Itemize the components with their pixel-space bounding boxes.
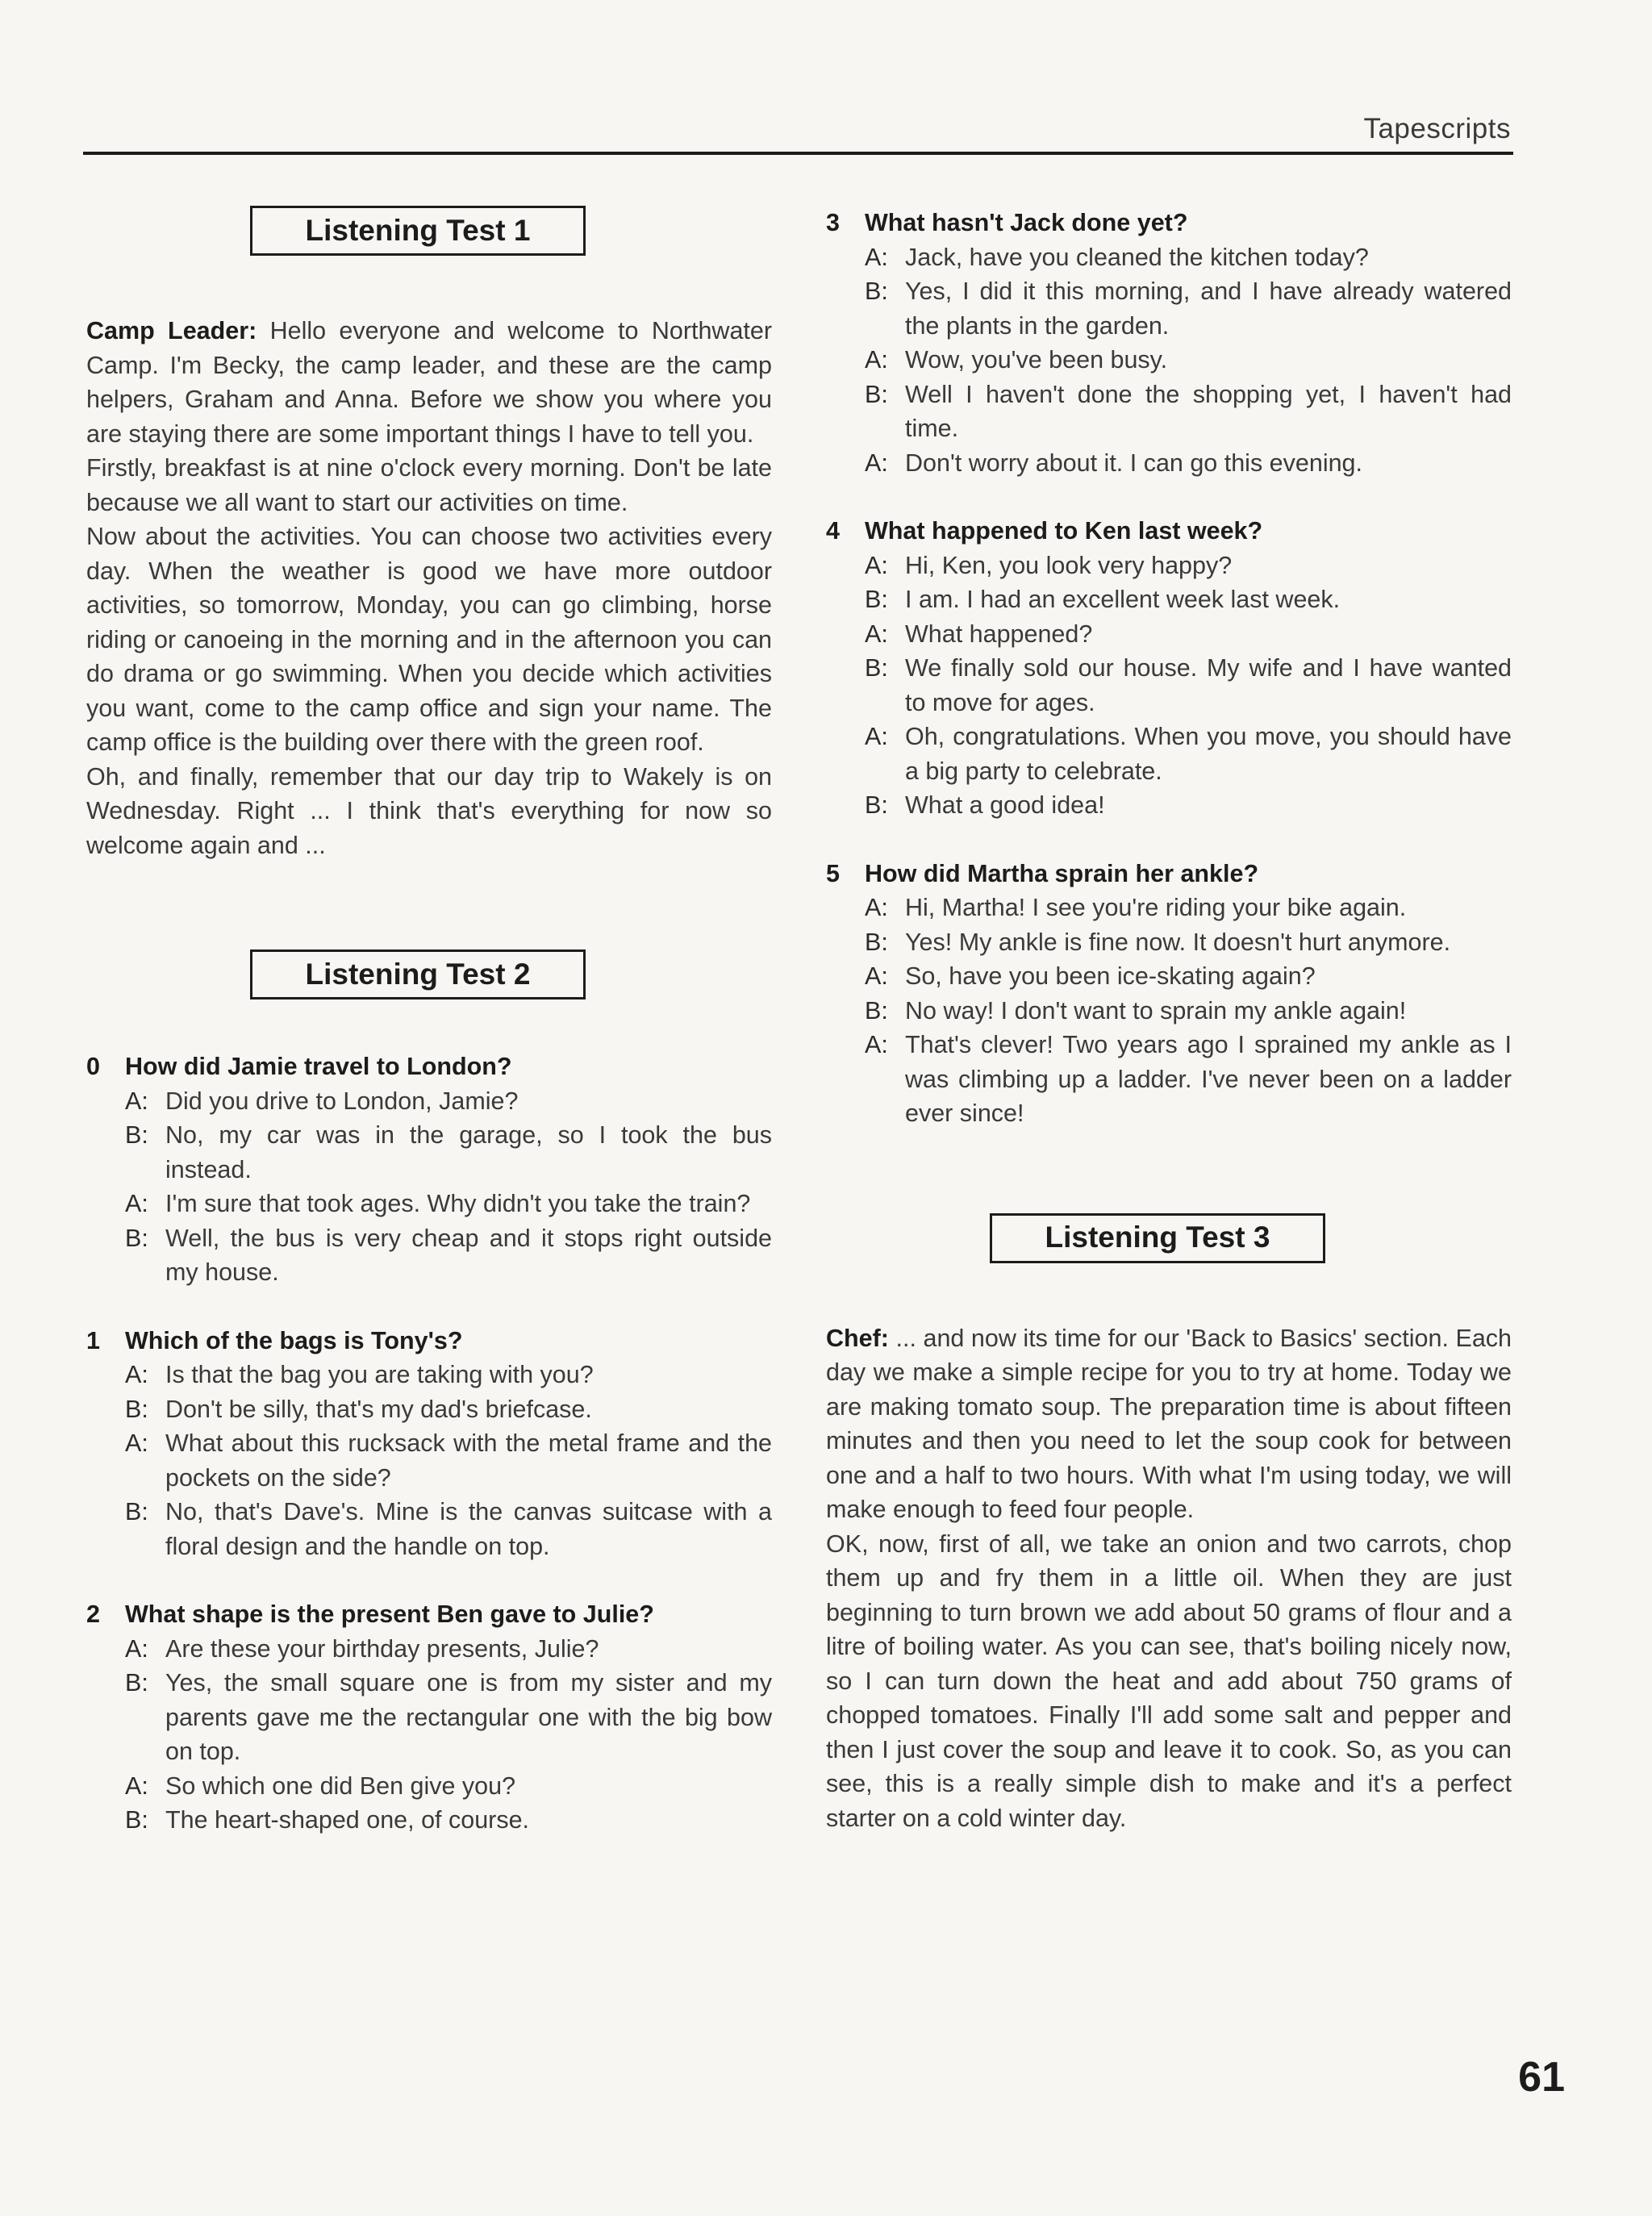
test3-paragraph: OK, now, first of all, we take an onion and two carrots, chop them up and fry them in a little oil. When they are just beginning to turn brown we add about 50 grams of flour and a litre of boiling water. As you can see, that's boiling nicely now, so I can turn down the heat and add about 750 grams of chopped tomatoes. Finally I'll add some salt and pepper and then I just cover the soup and leave it to cook. So, as you can see, this is a really simple dish to make and it's a perfect starter on a cold winter day. bbox=[826, 1529, 1512, 1832]
dialogue-line: B: No, that's Dave's. Mine is the canvas suitcase with a floral design and the handle on top. bbox=[125, 1498, 772, 1560]
listening-test-3-title: Listening Test 3 bbox=[990, 1213, 1325, 1263]
dialogue-line: A: That's clever! Two years ago I sprained my ankle as I was climbing up a ladder. I've never been on a ladder ever since! bbox=[865, 1031, 1512, 1127]
section-header: Tapescripts bbox=[1363, 113, 1511, 144]
test3-paragraph: Chef: ... and now its time for our 'Back to Basics' section. Each day we make a simple recipe for you to try at home. Today we are making tomato soup. The preparation time is about fifteen minutes and then you need to let the soup cook for between one and a half to two hours. With what I'm using today, we will make enough to feed four people. bbox=[826, 1324, 1512, 1523]
dialogue-line: A: What happened? bbox=[865, 620, 1093, 648]
dialogue-line: A: Did you drive to London, Jamie? bbox=[125, 1087, 519, 1115]
dialogue-line: A: I'm sure that took ages. Why didn't you take the train? bbox=[125, 1190, 751, 1217]
dialogue-line: A: Jack, have you cleaned the kitchen today? bbox=[865, 243, 1369, 271]
dialogue-line: B: No, my car was in the garage, so I took the bus instead. bbox=[125, 1121, 772, 1183]
dialogue-line: B: Yes, I did it this morning, and I have already watered the plants in the garden. bbox=[865, 278, 1512, 340]
page-number: 61 bbox=[1518, 2054, 1565, 2101]
right-column bbox=[826, 206, 1512, 1835]
left-column bbox=[86, 206, 772, 1872]
dialogue-line: A: Is that the bag you are taking with you? bbox=[125, 1361, 594, 1388]
dialogue-line: B: Don't be silly, that's my dad's briefcase. bbox=[125, 1395, 592, 1423]
dialogue-line: B: The heart-shaped one, of course. bbox=[125, 1806, 530, 1834]
dialogue-line: B: Well I haven't done the shopping yet, I haven't had time. bbox=[865, 380, 1512, 442]
dialogue-line: A: Hi, Ken, you look very happy? bbox=[865, 551, 1233, 579]
dialogue-line: B: Yes! My ankle is fine now. It doesn't hurt anymore. bbox=[865, 928, 1451, 956]
dialogue-line: A: So which one did Ben give you? bbox=[125, 1772, 516, 1800]
dialogue-line: A: Wow, you've been busy. bbox=[865, 346, 1168, 374]
header-rule bbox=[83, 152, 1513, 155]
test1-paragraph: Now about the activities. You can choose two activities every day. When the weather is good we have more outdoor activities, so tomorrow, Monday, you can go climbing, horse riding or canoeing in the morning and in the afternoon you can do drama or go swimming. When you decide which activities you want, come to the camp office and sign your name. The camp office is the building over there with the green roof. bbox=[86, 523, 772, 756]
dialogue-line: B: No way! I don't want to sprain my ankle again! bbox=[865, 996, 1407, 1025]
test1-paragraph: Camp Leader: Hello everyone and welcome to Northwater Camp. I'm Becky, the camp leader, and these are the camp helpers, Graham and Anna. Before we show you where you are staying there are some important things I have to tell you. bbox=[86, 317, 772, 448]
question-item: 4 What happened to Ken last week? A: Hi, Ken, you look very happy? B: I am. I had an excellent week last week. A: What happened? B: We finally sold our house. My wife and I have wanted to move for ages. A: Oh, congratulations. When you move, you should have a big party to celebrate. B: What a good idea! bbox=[826, 514, 1512, 823]
dialogue-line: B: Well, the bus is very cheap and it stops right outside my house. bbox=[125, 1224, 772, 1286]
dialogue-line: B: We finally sold our house. My wife and I have wanted to move for ages. bbox=[865, 654, 1512, 716]
dialogue-line: A: Don't worry about it. I can go this evening. bbox=[865, 449, 1362, 477]
dialogue-line: A: What about this rucksack with the metal frame and the pockets on the side? bbox=[125, 1429, 772, 1492]
dialogue-line: B: Yes, the small square one is from my sister and my parents gave me the rectangular one with the big bow on top. bbox=[125, 1669, 772, 1765]
dialogue-line: A: So, have you been ice-skating again? bbox=[865, 962, 1316, 990]
test1-paragraph: Oh, and finally, remember that our day trip to Wakely is on Wednesday. Right ... I think that's everything for now so welcome again and ... bbox=[86, 762, 772, 859]
dialogue-line: A: Oh, congratulations. When you move, you should have a big party to celebrate. bbox=[865, 723, 1512, 785]
question-item: 3 What hasn't Jack done yet? A: Jack, have you cleaned the kitchen today? B: Yes, I did it this morning, and I have already watered the plants in the garden. A: Wow, you've been busy. B: Well I haven't done the shopping yet, I haven't had time. A: Don't worry about it. I can go this evening. bbox=[826, 206, 1512, 480]
question-item: 5 How did Martha sprain her ankle? A: Hi, Martha! I see you're riding your bike again. B: Yes! My ankle is fine now. It doesn't hurt anymore. A: So, have you been ice-skating again? B: No way! I don't want to sprain my ankle again! A: That's clever! Two years ago I sprained my ankle as I was climbing up a ladder. I've never been on a ladder ever since! bbox=[826, 857, 1512, 1131]
question-item: 2 What shape is the present Ben gave to Julie? A: Are these your birthday presents, Julie? B: Yes, the small square one is from my sister and my parents gave me the rectangular one with the big bow on top. A: So which one did Ben give you? B: The heart-shaped one, of course. bbox=[86, 1597, 772, 1838]
dialogue-line: A: Hi, Martha! I see you're riding your bike again. bbox=[865, 894, 1407, 921]
question-item: 0 How did Jamie travel to London? A: Did you drive to London, Jamie? B: No, my car was in the garage, so I took the bus instead. A: I'm sure that took ages. Why didn't you take the train? B: Well, the bus is very cheap and it stops right outside my house. bbox=[86, 1050, 772, 1290]
dialogue-line: B: What a good idea! bbox=[865, 791, 1105, 819]
listening-test-2-title: Listening Test 2 bbox=[250, 949, 586, 999]
test1-paragraph: Firstly, breakfast is at nine o'clock every morning. Don't be late because we all want to start our activities on time. bbox=[86, 454, 772, 516]
question-item: 1 Which of the bags is Tony's? A: Is that the bag you are taking with you? B: Don't be silly, that's my dad's briefcase. A: What about this rucksack with the metal frame and the pockets on the side? B: No, that's Dave's. Mine is the canvas suitcase with a floral design and the handle on top. bbox=[86, 1324, 772, 1564]
dialogue-line: B: I am. I had an excellent week last week. bbox=[865, 586, 1341, 613]
dialogue-line: A: Are these your birthday presents, Julie? bbox=[125, 1634, 599, 1663]
listening-test-1-title: Listening Test 1 bbox=[250, 206, 586, 256]
